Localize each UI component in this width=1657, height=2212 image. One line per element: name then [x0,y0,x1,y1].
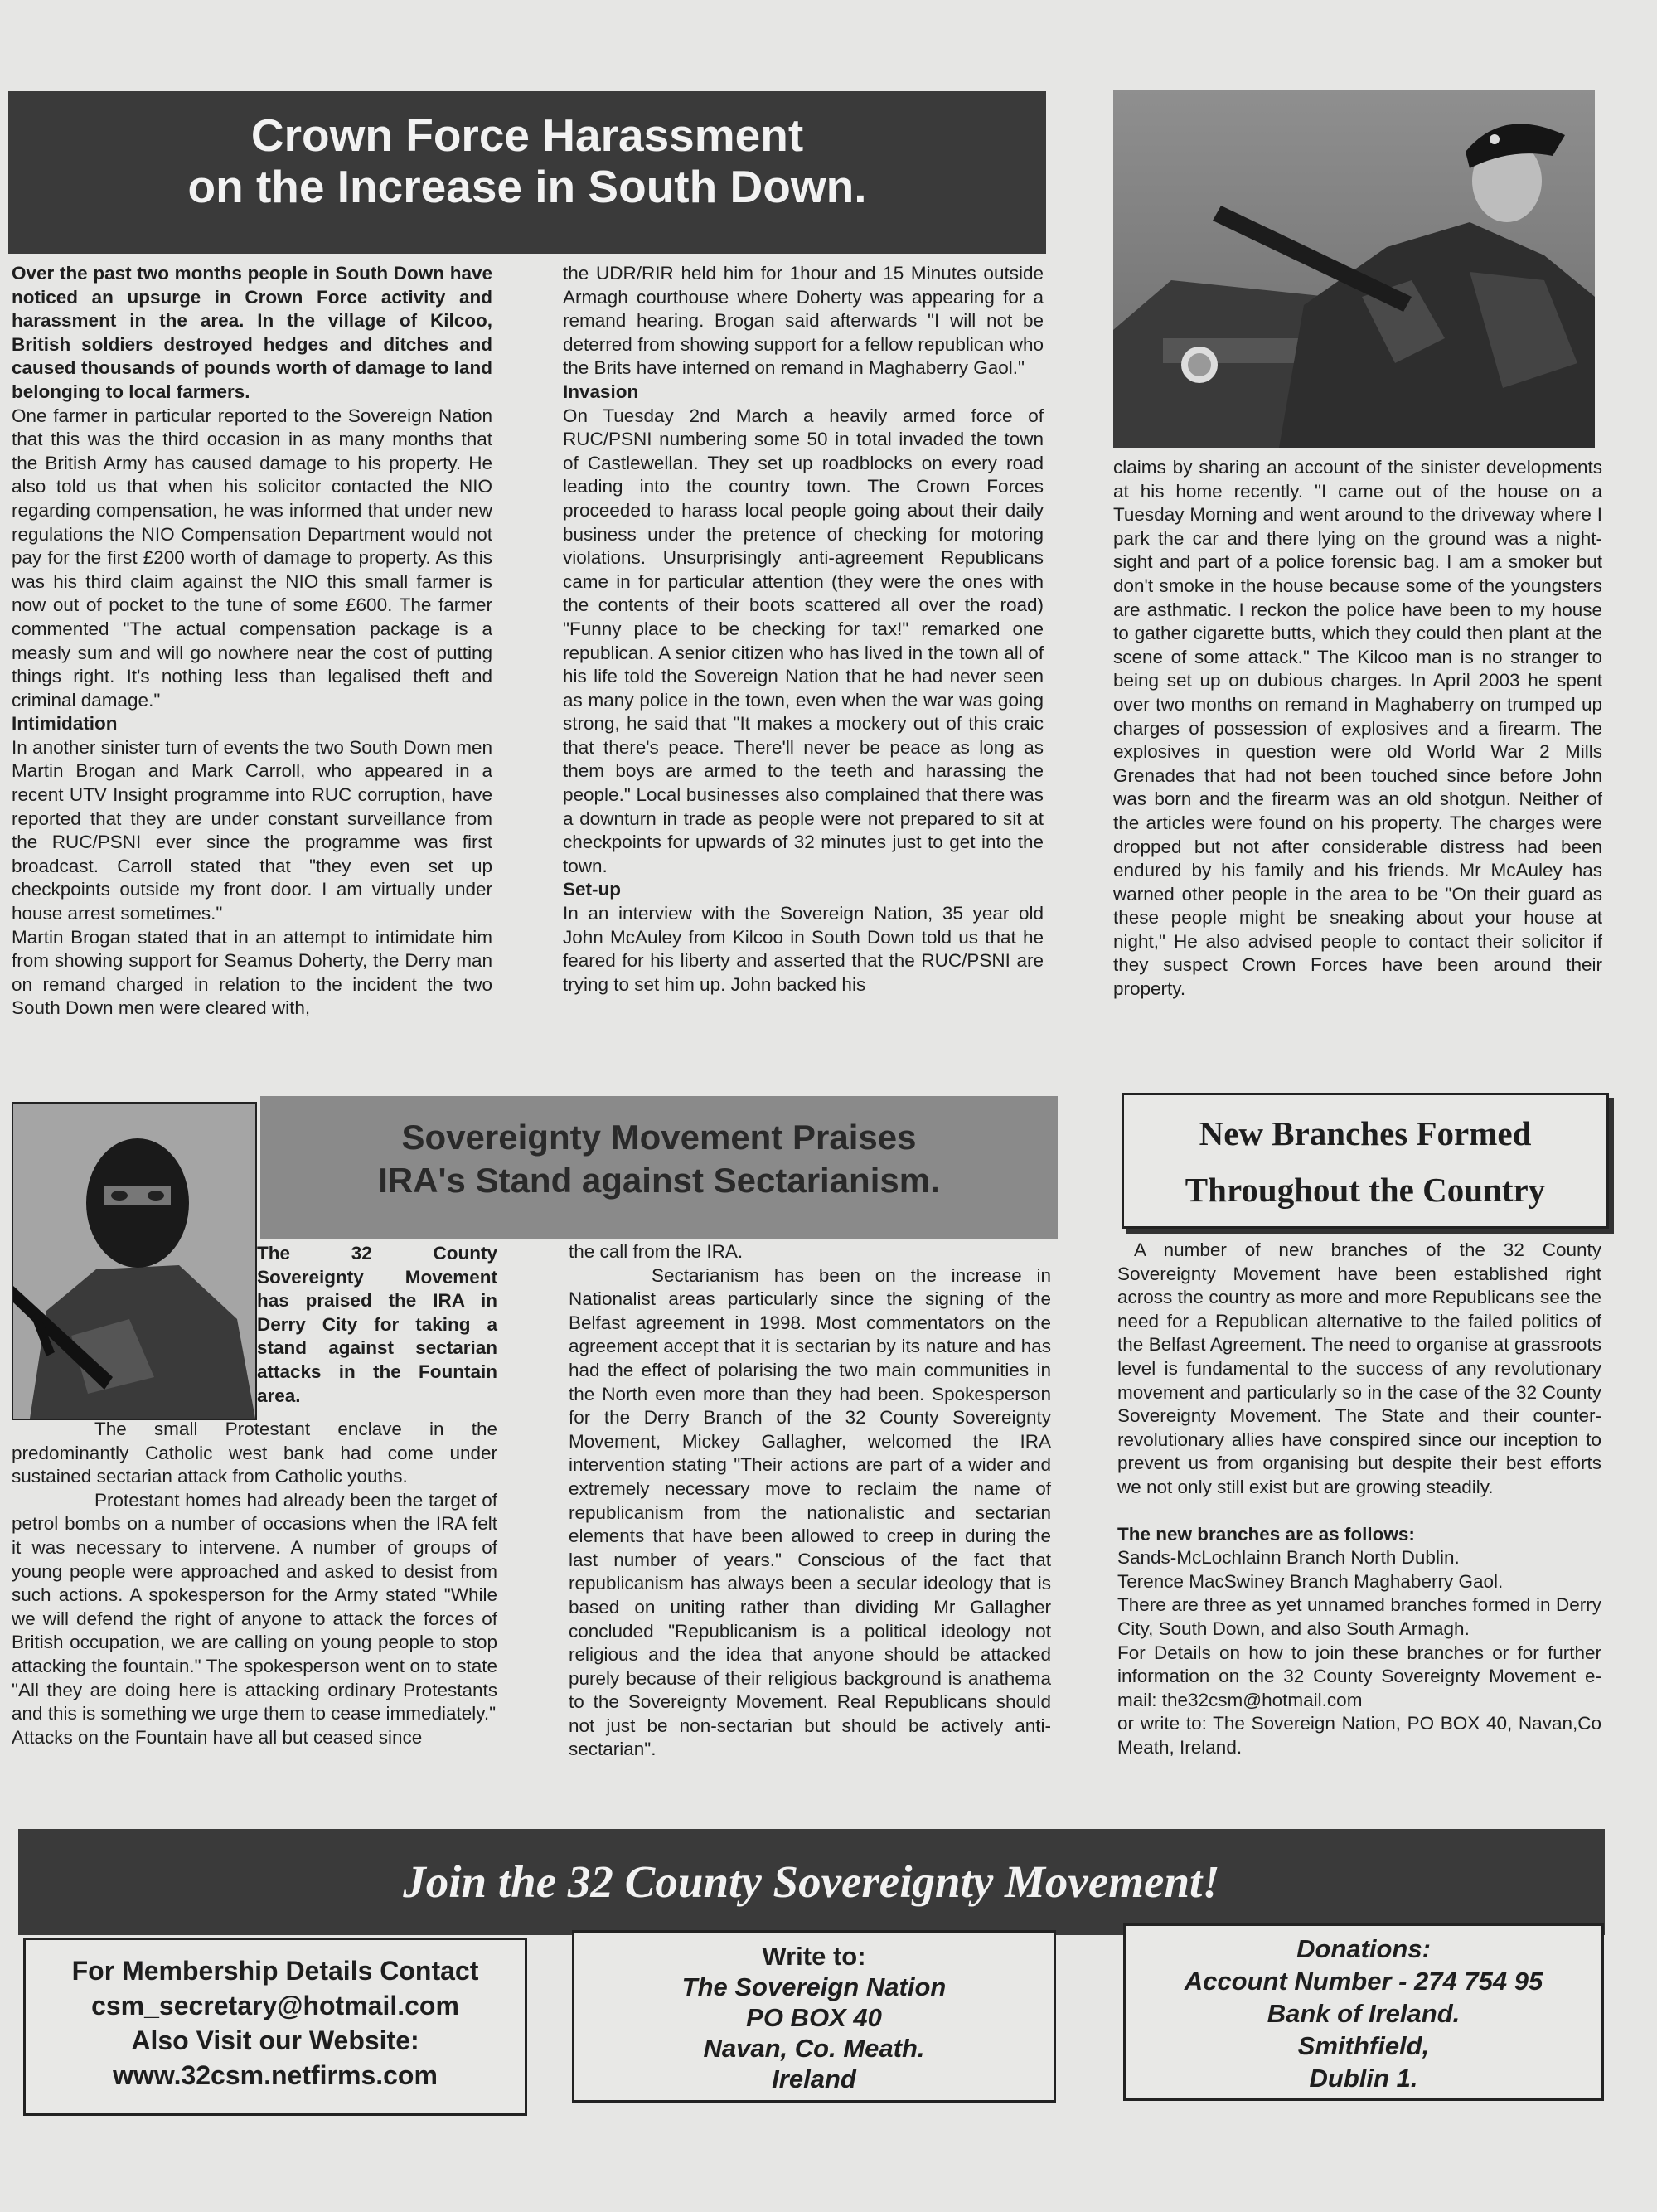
article2-col1-paragraph3: Attacks on the Fountain have all but ceased since [12,1726,423,1748]
article1-headline-banner [8,91,1046,254]
article2-column1 [12,1418,497,1749]
article1-headline-line1: Crown Force Harassment [250,109,804,161]
membership-contact-box [23,1938,527,2116]
website-url: www.32csm.netfirms.com [113,2060,438,2090]
article1-headline-line2: on the Increase in South Down. [187,161,867,212]
write-to-box [572,1930,1056,2103]
article1-column1 [12,262,492,1021]
article2-lead: The 32 County Sovereignty Movement has praised the IRA in Derry City for taking a stand against sectarian attacks in the Fountain area. [257,1243,497,1406]
article3-paragraph1: A number of new branches of the 32 County Sovereignty Movement have been established right across the country as more and more Republicans see the need for a Republican alternative to the failed politics of the Belfast Agreement. The need to organise at grassroots level is fundamental to the success of any revolutionary movement and particularly so in the case of the 32 County Sovereignty Movement. The State and their counter-revolutionary allies have conspired since our inception to prevent us from organising but despite their best efforts we not only still exist but are growing steadily. [1117,1239,1601,1497]
article3-branch-line2: Terence MacSwiney Branch Maghaberry Gaol. [1117,1570,1504,1592]
write-to-name: The Sovereign Nation [681,1972,947,2001]
article3-address-line: or write to: The Sovereign Nation, PO BOX 40, Navan,Co Meath, Ireland. [1117,1713,1601,1758]
article1-subhead-setup: Set-up [563,879,621,900]
article1-col2-paragraph3: In an interview with the Sovereign Nation, 35 year old John McAuley from Kilcoo in South Down told us that he feared for his liberty and asserted that the RUC/PSNI are trying to set him up. John backed his [563,903,1044,995]
article3-body [1117,1239,1601,1759]
article1-col1-paragraph2: In another sinister turn of events the two South Down men Martin Brogan and Mark Carroll, who appeared in a recent UTV Insight programme into RUC corruption, have reported that they are under constant surveillance from the RUC/PSNI ever since the programme was first broadcast. Carroll stated that "they even set up checkpoints outside my front door. I am virtually under house arrest sometimes." [12,736,492,924]
membership-email: csm_secretary@hotmail.com [91,1991,459,2020]
donations-branch: Smithfield, [1297,2031,1430,2060]
soldier-photo-image [1113,90,1595,448]
article1-col1-paragraph1: One farmer in particular reported to the Sovereign Nation that this was the third occasion in as many months that the British Army has caused damage to his property. He also told us that when his solicitor contacted the NIO regarding compensation, he was informed that under new regulations the NIO Compensation Department would not pay for the first £200 worth of damage to property. As this was his third claim against the NIO this small farmer is now out of pocket to the tune of some £600. The farmer commented "The actual compensation package is a measly sum and will go nowhere near the cost of putting things right. It's nothing less than legalised theft and criminal damage." [12,405,492,711]
article2-col2-paragraph2: Sectarianism has been on the increase in Nationalist areas particularly since the signing of the Belfast agreement in 1998. Most commentators on the agreement accept that it is sectarian by its nature and has had the effect of polarising the two main communities in the North even more than they had been. Spokesperson for the Derry Branch of the 32 County Sovereignty Movement, Mickey Gallagher, welcomed the IRA intervention stating "Their actions are part of a wider and extremely necessary move to reclaim the name of republicanism from the nationalistic and sectarian elements that have been allowed to creep in during the last number of years." Conscious of the fact that republicanism has always been a secular ideology that is based on uniting rather than dividing Mr Gallagher concluded "Republicanism is a political ideology not religious and the idea that anyone should be attacked purely because of their religious background is anathema to the Sovereignty Movement. Real Republicans should not just be non-sectarian but should be actively anti-sectarian". [569,1264,1051,1760]
donations-box [1123,1923,1604,2101]
article2-headline-line1: Sovereignty Movement Praises [401,1118,917,1157]
donations-bank: Bank of Ireland. [1267,1999,1461,2028]
article3-headline-box [1122,1093,1609,1229]
article1-column2 [563,262,1044,997]
article1-col2-paragraph2: On Tuesday 2nd March a heavily armed force of RUC/PSNI numbering some 50 in total invaded the town of Castlewellan. They set up roadblocks on every road leading into the country town. The Crown Forces proceeded to harass local people going about their daily business under the pretence of checking for motoring violations. Unsurprisingly anti-agreement Republicans came in for particular attention (they were the ones with the contents of their boots scattered all over the road) "Funny place to be checking for tax!" remarked one republican. A senior citizen who has lived in the town all of his life told the Sovereign Nation that he had never seen as many police in the town, even when the war was going strong, he said that "It makes a mockery out of this craic that there's peace. There'll never be peace as long as them boys are armed to the teeth and harassing the people." Local businesses also complained that there was a downturn in trade as people were not prepared to sit at checkpoints for upwards of 32 minutes just to get into the town. [563,405,1044,876]
donations-account-number: Account Number - 274 754 95 [1184,1967,1543,1996]
membership-contact-label: For Membership Details Contact [71,1956,479,1986]
article1-column3 [1113,456,1602,1002]
article3-branch-line1: Sands-McLochlainn Branch North Dublin. [1117,1547,1460,1569]
join-banner-text: Join the 32 County Sovereignty Movement! [403,1856,1220,1907]
article3-details-line: For Details on how to join these branches or for further information on the 32 County Sovereignty Movement e-mail: the32csm@hotmail.com [1117,1642,1601,1710]
soldier-photo [1113,90,1595,448]
article2-headline-banner [260,1096,1058,1239]
article3-headline-line1: New Branches Formed [1199,1114,1532,1152]
write-to-po-box: PO BOX 40 [746,2003,882,2032]
article2-col2-paragraph1: the call from the IRA. [569,1241,744,1262]
donations-label: Donations: [1296,1934,1431,1963]
article3-list-heading: The new branches are as follows: [1117,1523,1415,1545]
article2-col1-paragraph2: Protestant homes had already been the target of petrol bombs on a number of occasions when the IRA felt it was necessary to intervene. A number of groups of young people were approached and asked to desist from such actions. A spokesperson for the Army stated "While we will defend the right of anyone to attack the forces of British occupation, we are calling on young people to stop attacking the fountain." The spokesperson went on to state "All they are doing here is attacking ordinary Protestants and this is something we urge them to cease immediately." [12,1489,497,1724]
article1-lead: Over the past two months people in South Down have noticed an upsurge in Crown Force activity and harassment in the area. In the village of Kilcoo, British soldiers destroyed hedges and ditches and caused thousands of pounds worth of damage to land belonging to local farmers. [12,263,492,402]
masked-figure-photo [12,1102,257,1420]
article1-col3-paragraph1: claims by sharing an account of the sinister developments at his home recently. "I came out of the house on a Tuesday Morning and went around to the driveway where I park the car and there lying on the ground was a night-sight and part of a police forensic bag. I am a smoker but don't smoke in the house because some of the youngsters are asthmatic. I reckon the police have been to my house to gather cigarette butts, which they could then plant at the scene of some attack." The Kilcoo man is no stranger to being set up on dubious charges. In April 2003 he spent over two months on remand in Maghaberry on trumped up charges of possession of explosives and a firearm. The explosives in question were old World War 2 Mills Grenades that had not been touched since before John was born and the firearm was an old shotgun. Neither of the articles were found on his property. The charges were dropped but not after considerable distress had been endured by his family and his friends. Mr McAuley has warned other people in the area to be "On their guard as these people might be sneaking about your house at night," He also advised people to contact their solicitor if they suspect Crown Forces have been around their property. [1113,457,1602,1000]
write-to-country: Ireland [772,2064,856,2093]
masked-figure-image [13,1104,255,1419]
article1-subhead-intimidation: Intimidation [12,713,118,735]
article2-col1-paragraph1: The small Protestant enclave in the predominantly Catholic west bank had come under sustained sectarian attack from Catholic youths. [12,1419,497,1487]
write-to-label: Write to: [762,1942,866,1971]
article3-branch-line3: There are three as yet unnamed branches formed in Derry City, South Down, and also South Armagh. [1117,1594,1601,1639]
article2-lead-block [257,1242,497,1408]
article1-col1-paragraph3: Martin Brogan stated that in an attempt to intimidate him from showing support for Seamus Doherty, the Derry man on remand charged in relation to the incident the two South Down men were cleared with, [12,926,492,1019]
write-to-town: Navan, Co. Meath. [703,2034,925,2063]
article3-headline-line2: Throughout the Country [1185,1171,1546,1209]
website-label: Also Visit our Website: [131,2025,419,2055]
article1-col2-paragraph1: the UDR/RIR held him for 1hour and 15 Minutes outside Armagh courthouse where Doherty was appearing for a remand hearing. Brogan said afterwards "I will not be deterred from showing support for a fellow republican who the Brits have interned on remand in Maghaberry Gaol." [563,263,1044,379]
article1-subhead-invasion: Invasion [563,381,639,402]
article2-column2 [569,1240,1051,1762]
join-banner [18,1829,1605,1935]
article2-headline-line2: IRA's Stand against Sectarianism. [378,1161,940,1200]
donations-city: Dublin 1. [1309,2064,1418,2093]
